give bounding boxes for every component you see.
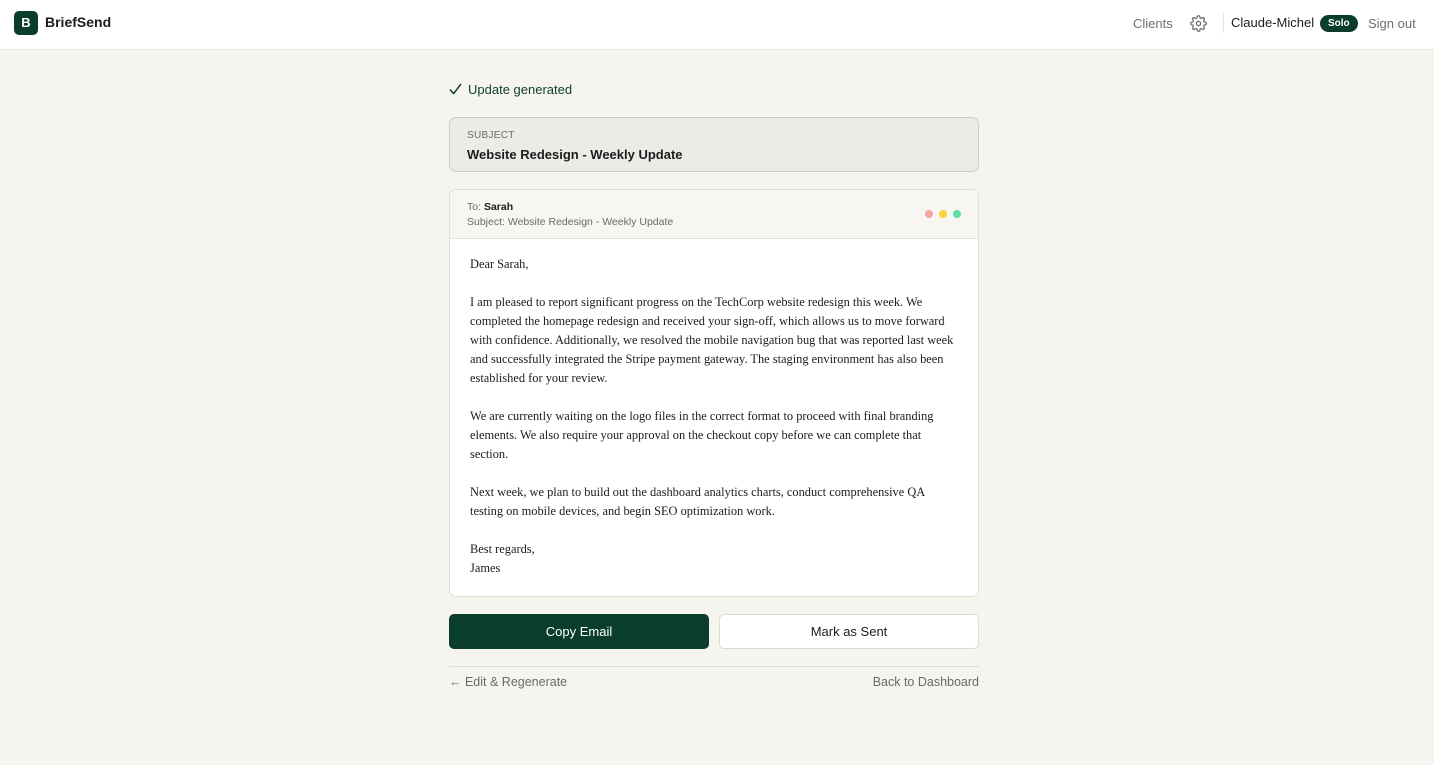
subject-label: SUBJECT	[467, 130, 515, 141]
check-icon	[449, 83, 462, 96]
gear-icon[interactable]	[1190, 15, 1207, 32]
email-signoff	[470, 540, 960, 578]
email-paragraph: I am pleased to report significant progress on the TechCorp website redesign this week. We completed the homepage redesign and received your sign-off, which allows us to move forward with confidence. Additionally, we resolved the mobile navigation bug that was reported last week and successfully integrated the Stripe payment gateway. The staging environment has also been established for your review.	[470, 295, 954, 385]
recipient-name: Sarah	[483, 201, 514, 213]
email-paragraph: Next week, we plan to build out the dashboard analytics charts, conduct comprehensive QA testing on mobile devices, and begin SEO optimization work.	[470, 485, 925, 518]
back-to-dashboard-link[interactable]: Back to Dashboard	[872, 675, 979, 689]
email-signature: James	[470, 561, 501, 575]
email-header	[450, 190, 978, 239]
top-navigation-bar	[0, 0, 1434, 50]
nav-clients-link[interactable]: Clients	[1133, 16, 1173, 31]
sign-out-link[interactable]: Sign out	[1368, 16, 1416, 31]
email-preview	[449, 189, 979, 597]
email-subject-line: Subject: Website Redesign - Weekly Update	[467, 216, 674, 228]
status-message	[449, 80, 572, 98]
email-body	[470, 255, 960, 578]
window-dot-red	[925, 210, 933, 218]
footer-divider	[449, 666, 979, 667]
subject-value: Website Redesign - Weekly Update	[467, 147, 683, 162]
window-dot-green	[953, 210, 961, 218]
brand-name[interactable]: BriefSend	[45, 14, 112, 30]
window-dots	[925, 210, 961, 218]
header-divider	[1223, 13, 1224, 33]
logo-mark[interactable]: B	[14, 11, 38, 35]
mark-as-sent-button[interactable]: Mark as Sent	[719, 614, 979, 649]
copy-email-button[interactable]: Copy Email	[449, 614, 709, 649]
edit-regenerate-link[interactable]: ← Edit & Regenerate	[449, 675, 568, 689]
email-closing: Best regards,	[470, 542, 535, 556]
window-dot-yellow	[939, 210, 947, 218]
plan-badge: Solo	[1320, 15, 1358, 32]
email-recipient-line	[467, 201, 513, 213]
to-label: To:	[467, 201, 482, 213]
email-greeting: Dear Sarah,	[470, 257, 529, 271]
user-name: Claude-Michel	[1231, 15, 1315, 30]
subject-card[interactable]	[449, 117, 979, 172]
status-text: Update generated	[468, 81, 573, 97]
email-paragraph: We are currently waiting on the logo files in the correct format to proceed with final branding elements. We also require your approval on the checkout copy before we can complete that section.	[470, 409, 934, 461]
